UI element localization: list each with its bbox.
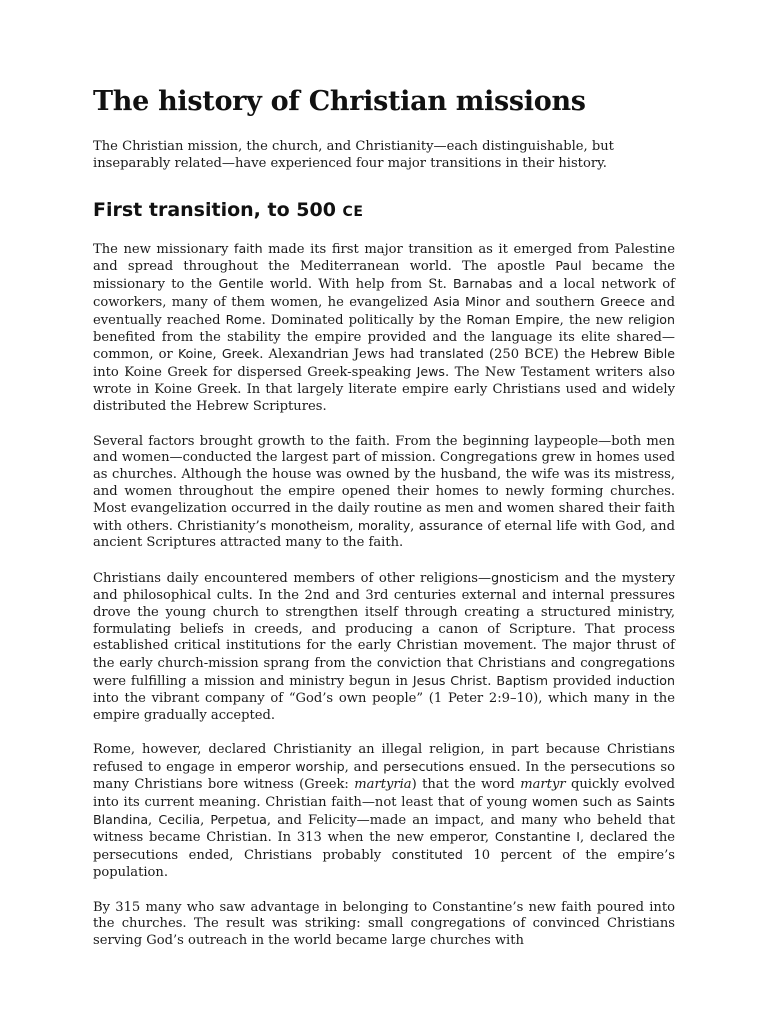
term-martyria: martyria [354, 776, 412, 792]
text-run: . The New Testament writers also wrote in Koine Greek. In that largely literate empire early Christians used and widely distributed the Hebrew Scriptures. [93, 365, 675, 414]
link-paul[interactable]: Paul [555, 258, 582, 274]
text-run: and southern [500, 294, 601, 310]
link-koine[interactable]: Koine [177, 346, 213, 362]
text-run: Christians daily encountered members of other religions— [93, 571, 492, 587]
section-heading-era: CE [342, 203, 364, 220]
link-emperor-worship[interactable]: emperor worship [237, 759, 345, 775]
page-title: The history of Christian missions [93, 86, 586, 117]
text-run: , [200, 812, 211, 828]
paragraph-first-transition [93, 241, 675, 416]
link-hebrew-bible[interactable]: Hebrew Bible [590, 346, 675, 362]
text-run: , and Felicity—made an impact, and many who beheld that witness became Christian. In 313 when the new emperor, [93, 812, 675, 846]
text-run: , [410, 518, 419, 534]
intro-paragraph: The Christian mission, the church, and Christianity—each distinguishable, but inseparably related—have experienced four major transitions in their history. [93, 139, 614, 171]
text-run: into Koine Greek for dispersed Greek-speaking [93, 365, 417, 381]
link-women[interactable]: women [532, 793, 579, 809]
text-run: (250 [483, 347, 525, 363]
text-run: became the missionary to the [93, 259, 675, 293]
text-run: . [487, 673, 497, 689]
text-run: Several factors brought growth to the faith. From the beginning laypeople—both men and women—conducted the largest part of mission. Congregations grew in homes used as churches. Although the house was owned by the husband, the wife was its mistress, and women throughout the empire opened their homes to newly forming churches. Most evangelization occurred in the daily routine as men and women shared their faith with others. Christianity’s [93, 433, 675, 534]
link-jesus-christ[interactable]: Jesus Christ [412, 672, 488, 688]
text-run: , [349, 518, 358, 534]
link-persecutions[interactable]: persecutions [383, 759, 465, 775]
text-run: , and [344, 760, 384, 776]
link-such[interactable]: such [582, 793, 613, 809]
link-conviction[interactable]: conviction [376, 655, 442, 671]
text-run: , [212, 347, 222, 363]
paragraph-persecutions [93, 742, 675, 881]
text-run: The new missionary [93, 241, 235, 257]
link-monotheism[interactable]: monotheism [270, 517, 350, 533]
link-jews[interactable]: Jews [416, 364, 445, 380]
link-translated[interactable]: translated [419, 346, 484, 362]
text-run: . Alexandrian Jews had [259, 347, 420, 363]
text-run: and eventually reached [93, 294, 675, 328]
text-run: , the new [559, 312, 629, 328]
section-heading-text: First transition, to 500 [93, 198, 336, 221]
text-run: 10 percent of the empire’s population. [93, 848, 676, 880]
text-run: provided [547, 673, 617, 689]
link-baptism[interactable]: Baptism [496, 672, 548, 688]
link-faith[interactable]: faith [234, 240, 263, 256]
term-martyr: martyr [520, 776, 566, 792]
link-asia-minor[interactable]: Asia Minor [433, 293, 501, 309]
text-run: made its first major transition as it emerged from Palestine and spread throughout the Mediterranean world. The apostle [93, 241, 675, 275]
text-run: , [148, 812, 159, 828]
link-religion[interactable]: religion [628, 311, 675, 327]
text-run: , declared the persecutions ended, Christians probably [93, 830, 675, 864]
link-barnabas[interactable]: Barnabas [453, 276, 513, 292]
link-constantine[interactable]: Constantine I [494, 829, 580, 845]
text-run: benefited from the stability the empire provided and the language its elite shared—common, or [93, 329, 675, 363]
text-run: ) that the word [411, 776, 521, 792]
link-gnosticism[interactable]: gnosticism [491, 570, 560, 586]
link-saints-blandina[interactable]: Saints Blandina [93, 793, 675, 827]
link-greece[interactable]: Greece [600, 293, 645, 309]
text-run: into the vibrant company of “God’s own people” (1 Peter 2:9–10), which many in the empire gradually accepted. [93, 690, 675, 723]
text-run: that Christians and congregations were fulfilling a mission and ministry begun in [93, 656, 675, 689]
text-run: Rome, however, declared Christianity an illegal religion, in part because Christians refused to engage in [93, 742, 675, 776]
link-constituted[interactable]: constituted [391, 847, 463, 863]
link-morality[interactable]: morality [357, 517, 411, 533]
text-run: By 315 many who saw advantage in belonging to Constantine’s new faith poured into the churches. The result was striking: small congregations of convinced Christians serving God’s outreach in the world became large churches with [93, 899, 675, 949]
link-induction[interactable]: induction [616, 672, 675, 688]
link-gentile[interactable]: Gentile [218, 276, 264, 292]
link-roman-empire[interactable]: Roman Empire [466, 311, 560, 327]
text-run: of eternal life with God, and ancient Scriptures attracted many to the faith. [93, 518, 675, 551]
paragraph-other-religions [93, 570, 675, 724]
text-run: and a local network of coworkers, many of them women, he evangelized [93, 277, 675, 310]
text-run: world. With help from St. [263, 277, 454, 293]
text-run: . Dominated politically by the [261, 312, 467, 328]
link-greek[interactable]: Greek [221, 346, 260, 362]
text-run: ensued. In the persecutions so many Christians bore witness (Greek: [93, 760, 676, 792]
link-assurance[interactable]: assurance [418, 517, 484, 533]
link-rome[interactable]: Rome [225, 311, 262, 327]
era-label: BCE [524, 347, 554, 363]
link-cecilia[interactable]: Cecilia [158, 811, 201, 827]
paragraph-growth-factors [93, 434, 675, 553]
link-perpetua[interactable]: Perpetua [210, 811, 267, 827]
text-run: ) the [553, 347, 591, 363]
text-run: and the mystery and philosophical cults. In the 2nd and 3rd centuries external and internal pressures drove the young church to strengthen itself through creating a structured ministry, formulating beliefs in creeds, and producing a canon of Scripture. That process established critical institutions for the early Christian movement. The major thrust of the early church-mission sprang from the [93, 571, 675, 672]
section-heading [93, 199, 675, 221]
text-run: as [612, 794, 637, 810]
text-run: quickly evolved into its current meaning. Christian faith—not least that of young [93, 776, 675, 810]
paragraph-constantine-era [93, 900, 675, 950]
